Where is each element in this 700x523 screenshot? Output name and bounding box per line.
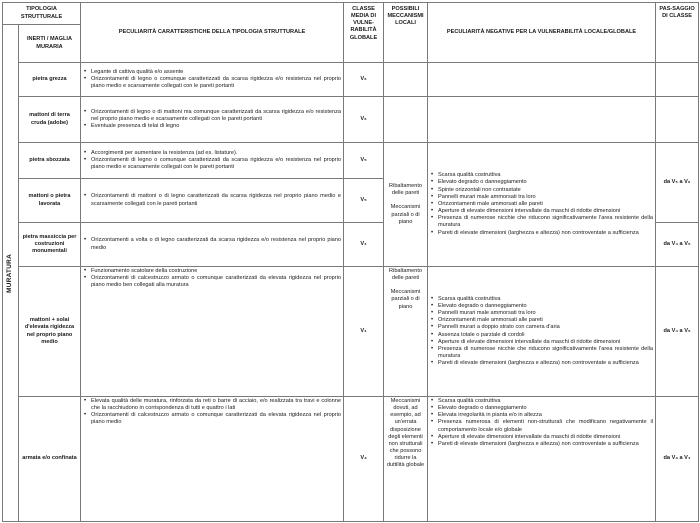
list-item: • Elevato degrado o danneggiamento [430,303,653,310]
vulnerability-table [2,2,699,522]
negatives-cell [428,97,656,143]
mechanisms-cell [384,397,428,522]
list-item: • Accorgimenti per aumentare la resistenza (ad es. listature). [83,150,341,157]
table-row [3,397,699,522]
negatives-cell [428,267,656,397]
negatives-list [430,398,653,448]
features-cell [81,179,344,223]
list-item: • Orizzontamenti di legno o di mattoni ma comunque caratterizzati da scarsa rigidezza e/o resistenza nel proprio piano medio e scarsamente collegati con le pareti portanti [83,109,341,123]
list-item: • Pareti di elevate dimensioni (larghezza e altezza) non controventate a sufficienza [430,230,653,237]
list-item: • Pareti di elevate dimensioni (larghezza e altezza) non controventate a sufficienza [430,441,653,448]
category-cell: mattoni o pietra lavorata [19,179,81,223]
list-item: • Spinte orizzontali non contrastate [430,187,653,194]
category-cell: pietra massiccia per costruzioni monumentali [19,223,81,267]
mechanisms-cell [384,267,428,397]
class-cell: V₄ [344,223,384,267]
list-item: • Pannelli murari male ammorsati tra loro [430,194,653,201]
category-cell: armata e/o confinata [19,397,81,522]
features-list [83,150,341,171]
list-item: • Orizzontamenti di legno o comunque caratterizzati da scarsa rigidezza e/o resistenza nel proprio piano medio e scarsamente collegati con le pareti portanti [83,157,341,171]
table-row [3,63,699,97]
header-peculiarita: PECULIARITÀ CARATTERISTICHE DELLA TIPOLOGIA STRUTTURALE [81,3,344,63]
category-cell: mattoni + solai d'elevata rigidezza nel proprio piano medio [19,267,81,397]
features-cell [81,143,344,179]
list-item: • Orizzontamenti di legno o comunque caratterizzati da scarsa rigidezza e/o resistenza nel proprio piano medio e scarsamente collegati con le pareti portanti [83,76,341,90]
mechanisms-cell [384,143,428,267]
header-meccanismi: POSSIBILI MECCANISMI LOCALI [384,3,428,63]
list-item: • Funzionamento scatolare della costruzione [83,268,341,275]
list-item: • Pannelli murari a doppio strato con camera d'aria [430,324,653,331]
list-item: • Aperture di elevate dimensioni intervallate da maschi di ridotte dimensioni [430,339,653,346]
table-row [3,97,699,143]
list-item: • Aperture di elevate dimensioni intervallate da maschi di ridotte dimensioni [430,208,653,215]
list-item: • Orizzontamenti male ammorsati alle pareti [430,201,653,208]
list-item: • Presenza numerosa di elementi non-strutturali che modificano negativamente il comportamento locale e/o globale [430,419,653,433]
list-item: • Legante di cattiva qualità e/o assente [83,69,341,76]
header-passaggio: PAS-SAGGIO DI CLASSE [656,3,699,63]
list-item: • Orizzontamenti male ammorsati alle pareti [430,317,653,324]
class-cell: V₄ [344,267,384,397]
list-item: • Elevato degrado o danneggiamento [430,179,653,186]
passaggio-cell [656,97,699,143]
list-item: • Orizzontamenti a volta o di legno caratterizzati da scarsa rigidezza e/o resistenza nel proprio piano medio [83,237,341,251]
features-list [83,69,341,90]
features-list [83,193,341,207]
list-item: • Scarsa qualità costruttiva [430,296,653,303]
class-cell: V₆ [344,63,384,97]
list-item: • Scarsa qualità costruttiva [430,172,653,179]
class-cell: V₅ [344,179,384,223]
list-item: • Pannelli murari male ammorsati tra loro [430,310,653,317]
list-item: • Eventuale presenza di telai di legno [83,123,341,130]
list-item: • Aperture di elevate dimensioni intervallate da maschi di ridotte dimensioni [430,434,653,441]
class-cell: V₆ [344,97,384,143]
category-cell: pietra sbozzata [19,143,81,179]
list-item: • Elevata qualità delle muratura, rinforzata da reti o barre di acciaio, e/o realizzata tra travi e colonne che la racchiudono in corrispondenza di tutti e quattro i lati [83,398,341,412]
list-item: • Assenza totale o parziale di cordoli [430,332,653,339]
list-item: • Scarsa qualità costruttiva [430,398,653,405]
header-tipologia: TIPOLOGIA STRUTTURALE [3,3,81,25]
features-cell [81,267,344,397]
mechanisms-cell [384,97,428,143]
list-item: • Orizzontamenti di calcestruzzo armato o comunque caratterizzati da elevata rigidezza nel proprio piano medio [83,412,341,426]
category-cell: pietra grezza [19,63,81,97]
list-item: • Presenza di numerose nicchie che riducono significativamente l'area resistente della muratura [430,346,653,360]
mechanisms-cell [384,63,428,97]
passaggio-cell [656,63,699,97]
features-list [83,268,341,289]
features-cell [81,223,344,267]
passaggio-cell: da V₃ a V₄ [656,397,699,522]
mechanism-non-strutturali: Meccanismi dovuti, ad esempio, ad un'errata disposizione degli elementi non strutturali che possono ridurre la duttilità globale [386,398,425,469]
mechanism-ribaltamento: Ribaltamento delle pareti [389,268,422,282]
class-cell: V₅ [344,143,384,179]
passaggio-cell: da V₄ a V₅ [656,223,699,267]
mechanism-ribaltamento: Ribaltamento delle pareti [389,183,422,197]
category-cell: mattoni di terra cruda (adobe) [19,97,81,143]
negatives-cell [428,63,656,97]
side-label: MURATURA [6,253,14,293]
passaggio-cell: da V₄ a V₅ [656,267,699,397]
list-item: • Elevata irregolarità in pianta e/o in altezza [430,412,653,419]
features-cell [81,397,344,522]
mechanism-parziali: Meccanismi parziali o di piano [390,289,421,310]
features-list [83,109,341,130]
header-inerti: INERTI / MAGLIA MURARIA [19,25,81,63]
negatives-list [430,172,653,236]
header-negative: PECULIARITÀ NEGATIVE PER LA VULNERABILITÀ LOCALE/GLOBALE [428,3,656,63]
header-classe: CLASSE MEDIA DI VULNE-RABILITÀ GLOBALE [344,3,384,63]
features-list [83,398,341,427]
side-label-cell [3,25,19,522]
list-item: • Orizzontamenti di calcestruzzo armato o comunque caratterizzati da elevata rigidezza nel proprio piano medio ben collegati alla muratura [83,275,341,289]
negatives-cell [428,143,656,267]
table-row [3,267,699,397]
list-item: • Elevato degrado o danneggiamento [430,405,653,412]
features-cell [81,97,344,143]
passaggio-cell: da V₅ a V₆ [656,143,699,223]
list-item: • Orizzontamenti di mattoni o di legno caratterizzati da scarsa rigidezza nel proprio piano medio e scarsamente collegati con le pareti portanti [83,193,341,207]
list-item: • Presenza di numerose nicchie che riducono significativamente l'area resistente della muratura [430,215,653,229]
mechanism-parziali: Meccanismi parziali o di piano [390,204,421,225]
features-list [83,237,341,251]
negatives-list [430,296,653,368]
negatives-cell [428,397,656,522]
table-row [3,143,699,179]
class-cell: V₃ [344,397,384,522]
list-item: • Pareti di elevate dimensioni (larghezza e altezza) non controventate a sufficienza [430,360,653,367]
features-cell [81,63,344,97]
